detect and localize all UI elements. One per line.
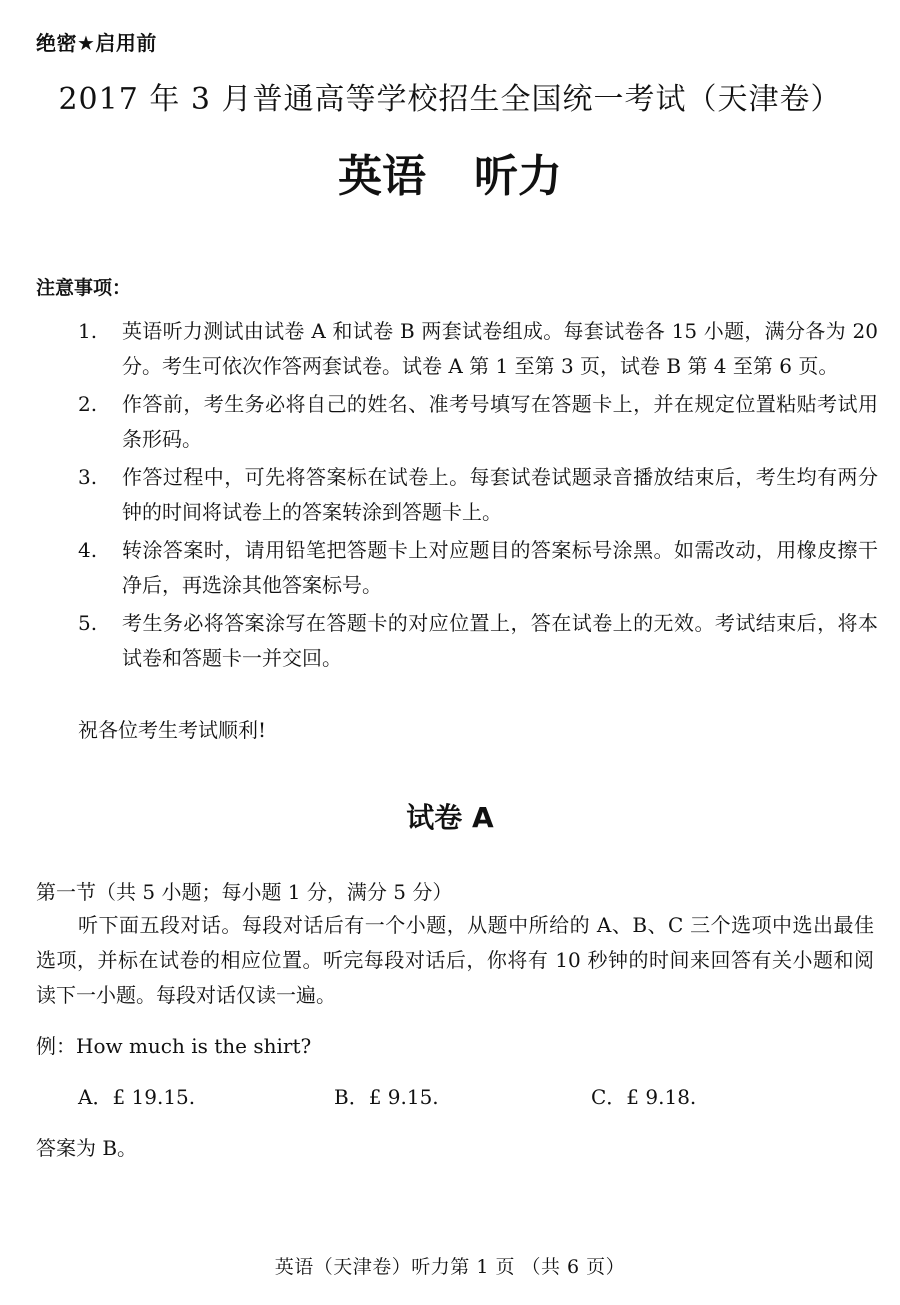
notice-item-text: 英语听力测试由试卷 A 和试卷 B 两套试卷组成。每套试卷各 15 小题，满分各为 20 分。考生可依次作答两套试卷。试卷 A 第 1 至第 3 页，试卷 B 第 4 至第 6 页。 xyxy=(122,319,878,378)
example-answer: 答案为 B。 xyxy=(36,1136,138,1160)
notice-item-number: 1. xyxy=(78,319,98,343)
notice-item xyxy=(78,606,878,676)
notice-item-text: 考生务必将答案涂写在答题卡的对应位置上，答在试卷上的无效。考试结束后，将本试卷和答题卡一并交回。 xyxy=(122,611,878,670)
notice-item xyxy=(78,387,878,457)
notice-item-text: 作答前，考生务必将自己的姓名、准考号填写在答题卡上，并在规定位置粘贴考试用条形码。 xyxy=(122,392,878,451)
exam-title: 2017 年 3 月普通高等学校招生全国统一考试（天津卷） xyxy=(58,82,842,117)
example-option-b: B．£ 9.15. xyxy=(334,1085,439,1109)
good-luck-message: 祝各位考生考试顺利! xyxy=(78,718,267,742)
part-heading: 第一节（共 5 小题；每小题 1 分，满分 5 分） xyxy=(36,880,453,904)
notice-item-text: 作答过程中，可先将答案标在试卷上。每套试卷试题录音播放结束后，考生均有两分钟的时间将试卷上的答案转涂到答题卡上。 xyxy=(122,465,878,524)
page-footer: 英语（天津卷）听力第 1 页 （共 6 页） xyxy=(274,1256,626,1278)
notice-item-number: 4. xyxy=(78,538,98,562)
notice-item-number: 5. xyxy=(78,611,98,635)
section-instructions: 听下面五段对话。每段对话后有一个小题，从题中所给的 A、B、C 三个选项中选出最佳选项，并标在试卷的相应位置。听完每段对话后，你将有 10 秒钟的时间来回答有关小题和阅读下一小题。每段对话仅读一遍。 xyxy=(36,913,874,1007)
notice-list xyxy=(78,314,878,679)
notice-heading: 注意事项： xyxy=(36,277,132,299)
notice-item-number: 2. xyxy=(78,392,98,416)
subject-title xyxy=(0,140,900,204)
subject-name: 英语 xyxy=(338,151,426,202)
notice-item-text: 转涂答案时，请用铅笔把答题卡上对应题目的答案标号涂黑。如需改动，用橡皮擦干净后，再选涂其他答案标号。 xyxy=(122,538,878,597)
notice-item xyxy=(78,460,878,530)
notice-item-number: 3. xyxy=(78,465,98,489)
example-option-c: C．£ 9.18. xyxy=(591,1085,697,1109)
example-question: 例：How much is the shirt? xyxy=(36,1034,312,1058)
notice-item xyxy=(78,533,878,603)
example-option-a: A．£ 19.15. xyxy=(78,1085,196,1109)
classification-label: 绝密★启用前 xyxy=(36,31,157,55)
subject-part: 听力 xyxy=(474,151,562,202)
notice-item xyxy=(78,314,878,384)
section-title: 试卷 A xyxy=(406,801,494,834)
